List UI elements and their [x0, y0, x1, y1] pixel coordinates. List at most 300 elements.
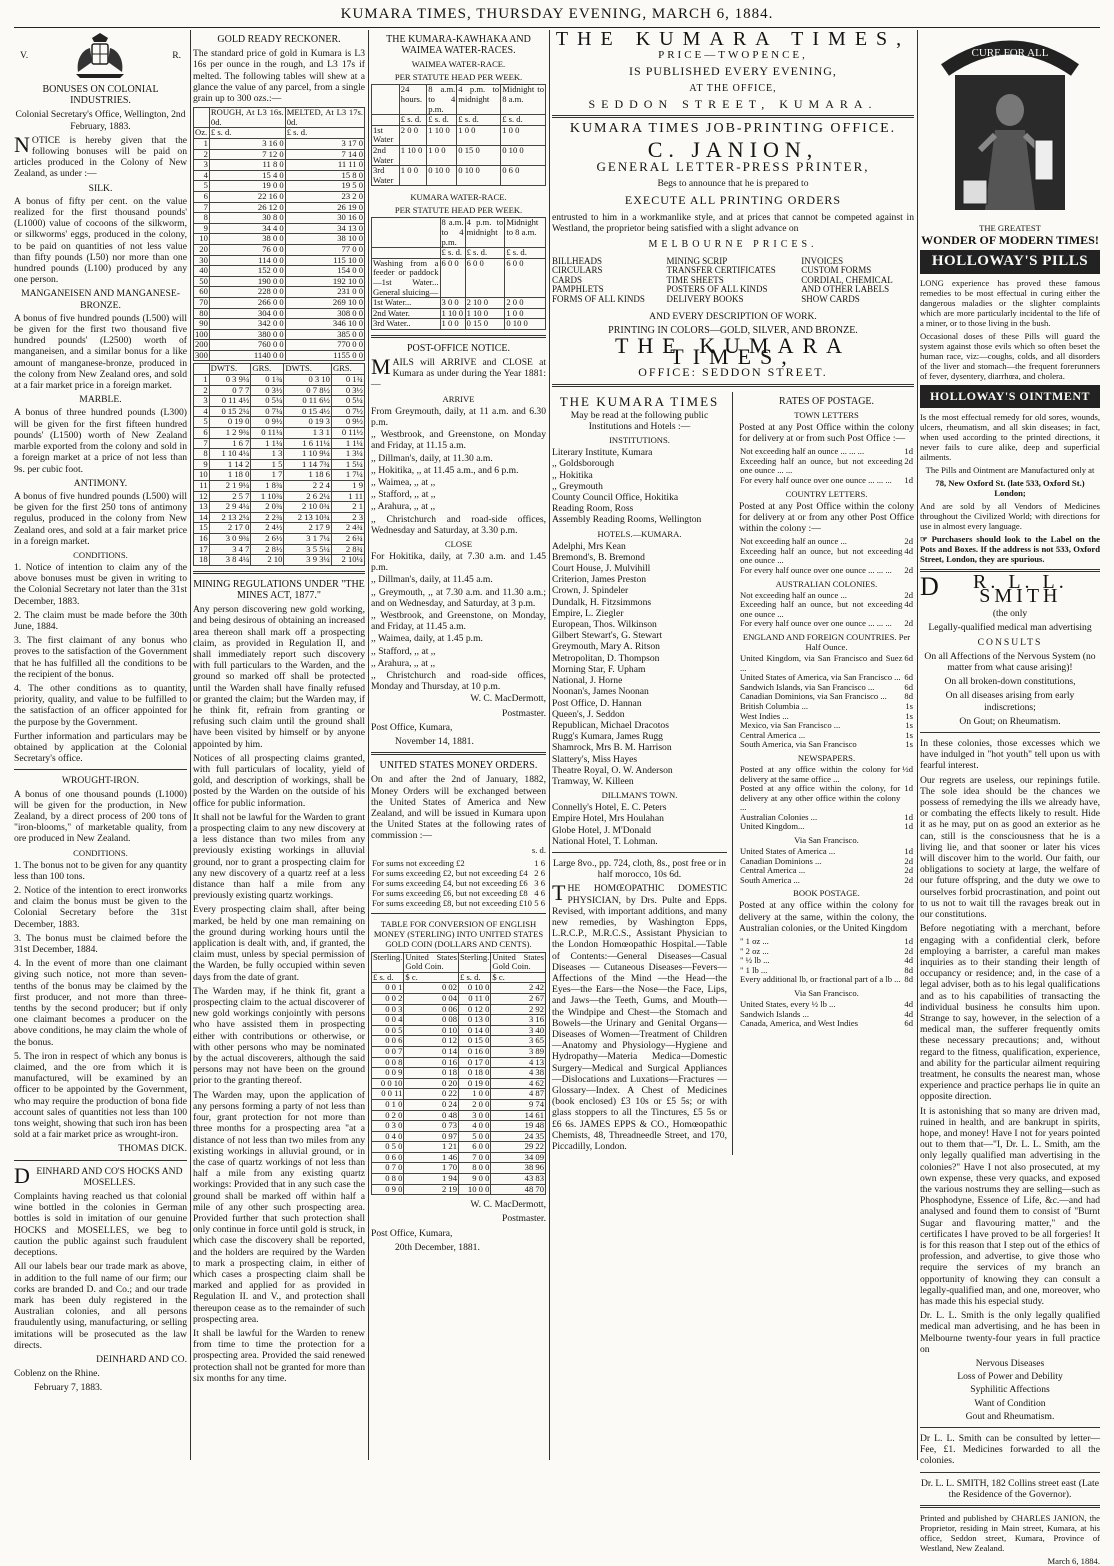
- table-row: [194, 234, 365, 245]
- table-cell: DELIVERY BOOKS: [666, 294, 744, 305]
- street-line: SEDDON STREET, KUMARA.: [588, 96, 878, 111]
- table-cell: Not exceeding half an ounce ...: [740, 536, 847, 547]
- table-cell: Every additional lb, or fractional part of a lb ...: [740, 974, 901, 985]
- table-row: [372, 319, 546, 330]
- table-row: [372, 298, 546, 309]
- table-cell: United States, every ½ lb ...: [740, 999, 836, 1010]
- table-cell: 7: [194, 438, 210, 449]
- table-cell: 3 16 0: [209, 139, 285, 150]
- table-header: £ s. d.: [285, 128, 364, 139]
- list-item: ,, Christchurch and road-side offices, Wednesday and Saturday, at 3.30 p.m.: [371, 513, 546, 536]
- at-office-line: AT THE OFFICE,: [689, 82, 777, 94]
- table-cell: 0 5¼: [251, 396, 284, 407]
- table-cell: 3 0 0: [440, 298, 465, 309]
- table-cell: 70: [194, 297, 210, 308]
- table-cell: 1 1¼: [251, 438, 284, 449]
- table-cell: 1 14 7¾: [284, 459, 332, 470]
- table-cell: 0 15 0: [459, 1036, 491, 1047]
- table-cell: 1 0 0: [501, 125, 546, 145]
- table-cell: 760 0 0: [209, 340, 285, 351]
- table-cell: 2d: [904, 455, 913, 466]
- mining-text: It shall be lawful for the Warden to renew from time to time the protection for a prospecting area. Provided the said renewed protection shall not be granted for more than six months for any time.: [193, 1327, 365, 1384]
- antimony-text: A bonus of five hundred pounds (L500) will be given for the first 250 tons of antimony regulus, produced in the colony from New Zealand ores, and sold at a fair market price in a foreign market.: [14, 490, 187, 547]
- table-cell: 0 20: [404, 1078, 459, 1089]
- table-cell: 0 10 0: [457, 166, 501, 186]
- list-item: Crown, J. Spindeler: [552, 585, 629, 597]
- table-cell: For sums exceeding £2, but not exceeding £4: [372, 867, 528, 878]
- table-cell: United Kingdom, via San Francisco and Suez ...: [740, 652, 903, 673]
- conversion-title: TABLE FOR CONVERSION OF ENGLISH MONEY (STERLING) INTO UNITED STATES GOLD COIN (DOLLARS AND CENTS).: [373, 918, 544, 949]
- australian-heading: AUSTRALIAN COLONIES.: [775, 578, 878, 589]
- published-line: IS PUBLISHED EVERY EVENING,: [629, 64, 837, 79]
- table-header: $ c.: [491, 972, 546, 983]
- table-cell: 0 0 1: [372, 983, 404, 994]
- table-cell: 14 61: [491, 1110, 546, 1121]
- table-cell: 14: [194, 512, 210, 523]
- table-cell: CUSTOM FORMS: [801, 265, 872, 276]
- table-row: [739, 566, 914, 576]
- table-cell: 2d: [904, 536, 913, 547]
- smith-body: [920, 738, 1100, 1355]
- body-paragraph: Our regrets are useless, our repinings futile. The sole idea should be the chances we possess of remedying the ills we already have, or combating the effects likely to result. Hide it as he may, put on as good an exterior as he can, still is the consciousness that he is a living lie, and that sooner or later his vices will discover him to the world. Our faith, our obligations to society at large, the welfare of our future offspring, and the duty we owe to ourselves forbid procrastination, and point out to us not to wait till the ravages break out in our constitutions.: [920, 774, 1100, 921]
- table-cell: 3 0 9¾: [209, 533, 251, 544]
- table-cell: 60: [194, 287, 210, 298]
- table-cell: Exceeding half an ounce, but not exceeding one ounce ...: [740, 599, 903, 619]
- table-cell: 2 13 10¾: [284, 512, 332, 523]
- table-cell: 6 0 0: [465, 258, 505, 297]
- body-paragraph: It is astonishing that so many are driven mad, ruined in health, and are bankrupt in spirits, hope, and money! Have I not for years pointed out to them that—"I, Dr. L. L. Smith, am the only legally qualified man advertising in the colonies?" Have I not also prosecuted, at my own expense, these very quacks, and exposed the various nostrums they are selling—such as Phosphodyne, Essence of Life, &c.—and had analysed and found them to consist of "Burnt Sugar and flavouring matter," and the certificates I have proved to be all forgeries! It is for this reason that I step out of the ethics of profession, and advertise, to give those who require the services of my branch an opportunity of knowing they can consult a legally-qualified man, and one, moreover, who has made this his especial study.: [920, 1105, 1100, 1307]
- table-row: [194, 213, 365, 224]
- job-printing-title: KUMARA TIMES JOB-PRINTING OFFICE.: [569, 121, 897, 137]
- kumara-times-subcolumns: [552, 392, 914, 1156]
- list-item: On all diseases arising from early indiscretions;: [945, 690, 1075, 713]
- table-cell: 2: [194, 385, 210, 396]
- list-item: Dundalk, H. Fitzsimmons: [552, 596, 652, 608]
- body-paragraph: Dr. L. L. Smith is the only legally qualified medical man advertising, and he has been in Melbourne twenty-four years in full practice on: [920, 1310, 1100, 1355]
- table-cell: 2d: [904, 945, 913, 956]
- table-row: [194, 449, 365, 460]
- table-cell: 1d: [904, 811, 913, 822]
- table-row: [372, 1057, 546, 1068]
- table-cell: 1 0 0: [457, 125, 501, 145]
- table-cell: 77 0 0: [285, 244, 364, 255]
- table-cell: 0 11¼: [251, 428, 284, 439]
- list-item: Queen's, J. Seddon: [552, 708, 625, 720]
- table-cell: 50: [194, 276, 210, 287]
- table-row: [371, 878, 546, 888]
- table-cell: 4d: [904, 999, 913, 1010]
- list-item: Reading Room, Ross: [552, 503, 634, 515]
- table-header: [194, 108, 210, 128]
- deinhard-heading: DEINHARD AND CO'S HOCKS AND MOSELLES.: [14, 1162, 183, 1188]
- table-cell: Canada, America, and West Indies: [740, 1018, 858, 1029]
- table-cell: 1 0 0: [505, 308, 546, 319]
- table-cell: 10: [194, 470, 210, 481]
- table-cell: 1 10 0: [440, 308, 465, 319]
- table-cell: 4: [194, 170, 210, 181]
- marble-text: A bonus of three hundred pounds (L300) will be given for the first fifteen hundred pounds' (L1500) worth of New Zealand marble exported from the colony and sold in a foreign market at a price of not less than 9s. per cubic foot.: [14, 407, 187, 475]
- table-header: GRS.: [251, 364, 284, 375]
- table-cell: United States of America ...: [740, 846, 836, 857]
- table-cell: 0 19 0: [209, 417, 251, 428]
- table-header: Midnight to 8 a.m.: [505, 218, 546, 248]
- table-cell: 2 0 0: [399, 125, 427, 145]
- table-cell: [372, 115, 400, 126]
- divider: [552, 384, 914, 387]
- table-cell: 1d: [904, 821, 913, 832]
- institutions-heading: INSTITUTIONS.: [609, 435, 670, 446]
- column-advertisements: [920, 30, 1100, 1566]
- table-cell: 1s: [905, 729, 913, 740]
- table-cell: 2 3: [331, 512, 364, 523]
- table-cell: £ s. d.: [427, 115, 457, 126]
- arrive-heading: ARRIVE: [442, 393, 475, 404]
- table-row: [372, 1078, 546, 1089]
- list-item: Theatre Royal, O. W. Anderson: [552, 764, 673, 776]
- marble-heading: MARBLE.: [79, 394, 122, 406]
- table-cell: [372, 248, 441, 259]
- table-cell: 1 1¼: [331, 438, 364, 449]
- reading-intro: May be read at the following public Institutions and Hotels :—: [570, 409, 709, 433]
- list-item: ,, Hokitika, ,, at 11.45 a.m., and 6 p.m.: [371, 464, 519, 476]
- table-cell: 0 15 0: [457, 145, 501, 165]
- table-cell: 3 16: [491, 1015, 546, 1026]
- table-cell: 0 9 0: [372, 1184, 404, 1195]
- table-row: [739, 975, 914, 985]
- table-row: [194, 417, 365, 428]
- table-cell: 22 16 0: [209, 191, 285, 202]
- table-cell: 2d: [904, 855, 913, 866]
- table-cell: £ s. d.: [399, 115, 427, 126]
- conditions-heading: CONDITIONS.: [73, 847, 128, 858]
- book-postage-intro: Posted at any office within the colony for delivery at the same, within the colony, the Australian colonies, or the United Kingdom: [739, 900, 914, 934]
- table-row: [194, 149, 365, 160]
- vr-right: R.: [172, 50, 181, 62]
- table-cell: 2 1 9¼: [209, 481, 251, 492]
- table-row: [194, 438, 365, 449]
- table-cell: 16: [194, 533, 210, 544]
- table-row: [194, 533, 365, 544]
- table-cell: 1: [194, 375, 210, 386]
- table-cell: 1s: [905, 700, 913, 711]
- australian-table: [739, 591, 914, 629]
- table-row: [739, 619, 914, 629]
- table-cell: 38 96: [491, 1163, 546, 1174]
- table-cell: 1 8¾: [251, 481, 284, 492]
- table-row: [372, 1036, 546, 1047]
- execute-line: EXECUTE ALL PRINTING ORDERS: [624, 192, 842, 207]
- condition-item: 5. The iron in respect of which any bonus is claimed, and the ore from which it is manufactured, will be examined by an officer to be appointed by the Government, who may require the production of bona fide account sales of quantities not less than 100 tons weight, showing that such iron has been sold at a fair market price as wrought-iron.: [14, 1050, 187, 1141]
- table-cell: 6d: [904, 652, 913, 663]
- table-cell: 3 0 0: [459, 1110, 491, 1121]
- table-cell: 7 14 0: [285, 149, 364, 160]
- table-row: [372, 258, 546, 297]
- table-cell: 26 12 0: [209, 202, 285, 213]
- list-item: Court House, J. Mulvihill: [552, 563, 651, 575]
- divider: [920, 1427, 1100, 1428]
- table-cell: United Kingdom...: [740, 821, 805, 832]
- via-sf-heading: Via San Francisco.: [794, 835, 859, 846]
- table-cell: 1d: [904, 446, 913, 457]
- list-item: County Council Office, Hokitika: [552, 492, 679, 504]
- price-line: PRICE—TWOPENCE,: [658, 49, 808, 62]
- table-cell: Exceeding half an ounce, but not exceeding one ounce ...: [740, 545, 903, 566]
- table-row: [372, 115, 546, 126]
- table-row: [194, 181, 365, 192]
- condition-item: 2. The claim must be made before the 30th June, 1884.: [14, 609, 187, 632]
- list-item: National, J. Horne: [552, 675, 623, 687]
- table-row: [194, 340, 365, 351]
- table-cell: CORDIAL, CHEMICAL: [801, 274, 893, 285]
- table-cell: 6: [194, 191, 210, 202]
- consults-heading: CONSULTS: [977, 636, 1043, 648]
- list-item: Republican, Michael Dracotos: [552, 719, 669, 731]
- ointment-text: Is the most effectual remedy for old sores, wounds, ulcers, rheumatism, and all skin diseases; in fact, when used according to the printed directions, it never fails to cure alike, deep and superficial ailments.: [920, 411, 1100, 462]
- table-cell: 1d: [904, 475, 913, 486]
- table-cell: 2 17 9: [284, 523, 332, 534]
- conversion-date: 20th December, 1881.: [395, 1241, 480, 1253]
- table-cell: 0 0 11: [372, 1089, 404, 1100]
- table-cell: 0 0 6: [372, 1036, 404, 1047]
- table-cell: 1s: [905, 710, 913, 721]
- table-cell: 0 11 0: [459, 993, 491, 1004]
- table-cell: 1 18 6: [284, 470, 332, 481]
- table-cell: 190 0 0: [209, 276, 285, 287]
- foreign-heading: ENGLAND AND FOREIGN COUNTRIES. Per Half Ounce.: [742, 631, 911, 652]
- table-cell: 2nd Water: [372, 145, 400, 165]
- silk-heading: SILK.: [88, 182, 113, 194]
- table-row: [194, 329, 365, 340]
- divider: [193, 571, 365, 574]
- ointment-text: And are sold by all Vendors of Medicines throughout the Civilized World; with directions for use in almost every language.: [920, 500, 1100, 531]
- table-cell: 1 0 0: [459, 1089, 491, 1100]
- body-paragraph: Before negotiating with a merchant, before engaging with a confidential clerk, before employing a barrister, a careful man makes inquiries as to their standing their length of occupancy or residence; and, in the case of a legal adviser, both as to his legal qualifications and as to his capabilities of transacting the individual business he consults him upon. Strange to say, however, in the selection of a medical man, the sufferer frequently omits these necessary precautions; and, without regard to the fitness, qualification, experience, and ability for the particular ailment requiring treatment, he consults the nearest man, whose experience and practice perhaps lie in quite an opposite direction.: [920, 923, 1100, 1103]
- table-cell: 0 06: [404, 1004, 459, 1015]
- us-money-orders-title: UNITED STATES MONEY ORDERS.: [379, 760, 538, 772]
- table-cell: 115 10 0: [285, 255, 364, 266]
- janion-name: C. JANION,: [647, 137, 819, 163]
- table-row: [372, 1152, 546, 1163]
- table-cell: 3 8 4¼: [209, 555, 251, 566]
- table-cell: 1 10 0: [399, 145, 427, 165]
- table-cell: " 1 oz ...: [740, 936, 769, 947]
- table-cell: FORMS OF ALL KINDS: [552, 294, 645, 305]
- table-cell: 2 10 0¾: [284, 502, 332, 513]
- divider: [371, 335, 546, 338]
- table-cell: 9 0 0: [459, 1174, 491, 1185]
- table-row: [372, 1025, 546, 1036]
- list-item: National Hotel, T. Lohman.: [552, 835, 658, 847]
- table-cell: 6d: [904, 1018, 913, 1029]
- table-cell: CARDS: [552, 274, 583, 285]
- list-item: Loss of Power and Debility: [957, 1371, 1063, 1383]
- list-item: Bremond's, B. Bremond: [552, 551, 645, 563]
- town-letters-rows: [739, 447, 914, 485]
- table-cell: 0 19 0: [459, 1078, 491, 1089]
- list-item: ,, Hokitika: [552, 469, 593, 481]
- list-item: Syphilitic Affections: [970, 1384, 1050, 1396]
- table-row: [194, 276, 365, 287]
- table-header: ROUGH, At L3 16s. 0d.: [210, 107, 284, 127]
- country-letters-heading: COUNTRY LETTERS.: [785, 488, 868, 499]
- table-cell: £ s. d.: [465, 248, 505, 259]
- consult-list: [920, 651, 1100, 727]
- australian-rows: [739, 591, 914, 629]
- table-cell: 17: [194, 544, 210, 555]
- office-line: OFFICE: SEDDON STREET.: [638, 365, 828, 380]
- list-item: For Hokitika, daily, at 7.30 a.m. and 1.45 p.m.: [371, 550, 546, 574]
- table-row: [372, 1121, 546, 1132]
- table-cell: 18: [194, 555, 210, 566]
- pills-text: LONG experience has proved these famous remedies to be most effectual in curing either the dangerous maladies or the slighter complaints which are more particularly incidental to the life of a miner, or to those living in the bush.: [920, 277, 1100, 328]
- table-cell: 0 0 9: [372, 1068, 404, 1079]
- begs-line: Begs to announce that he is prepared to: [657, 177, 809, 189]
- table-row: [372, 993, 546, 1004]
- table-row: [194, 191, 365, 202]
- hotels-list: [552, 541, 727, 787]
- table-cell: 308 0 0: [285, 308, 364, 319]
- printing-items-table: [552, 257, 914, 305]
- table-row: [372, 1046, 546, 1057]
- royal-arms-header: [20, 32, 181, 80]
- table-cell: 2 0¾: [251, 502, 284, 513]
- table-header: 8 a.m. to 4 p.m.: [428, 84, 456, 114]
- table-row: [372, 1174, 546, 1185]
- column-rule: [549, 30, 550, 1460]
- table-cell: 0 0 2: [372, 993, 404, 1004]
- table-cell: 40: [194, 266, 210, 277]
- smith-address: Dr. L. L. SMITH, 182 Collins street east (Late the Residence of the Governor).: [921, 1477, 1099, 1500]
- gold-dwt-rows: [194, 375, 365, 566]
- table-header: Midnight to 8 a.m.: [501, 85, 546, 115]
- list-item: Greymouth, Mary A. Ritson: [552, 641, 660, 653]
- table-row: [194, 160, 365, 171]
- table-cell: Central America ...: [740, 729, 806, 740]
- divider: [371, 913, 546, 914]
- table-cell: 0 7 8½: [284, 385, 332, 396]
- table-header: GRS.: [331, 364, 364, 375]
- table-row: [372, 85, 546, 115]
- table-cell: 1 0 0: [399, 166, 427, 186]
- table-cell: 0 15 4½: [284, 406, 332, 417]
- ointment-text: The Pills and Ointment are Manufactured only at: [925, 464, 1095, 475]
- conversion-place: Post Office, Kumara,: [371, 1227, 453, 1239]
- gold-ounce-table: [193, 107, 365, 361]
- table-row: [739, 822, 914, 832]
- every-description: AND EVERY DESCRIPTION OF WORK.: [649, 310, 817, 322]
- greatest-line: THE GREATEST: [979, 223, 1041, 234]
- list-item: ,, Christchurch and road-side offices, Monday and Thursday, at 10 p.m.: [371, 669, 546, 693]
- kumara-race-table: [371, 217, 546, 330]
- table-cell: 152 0 0: [209, 266, 285, 277]
- table-cell: 0 3 9¼: [209, 375, 251, 386]
- table-header: [372, 218, 441, 248]
- table-cell: 8 0 0: [459, 1163, 491, 1174]
- table-row: [372, 1184, 546, 1195]
- table-cell: 0 17 0: [459, 1057, 491, 1068]
- list-item: Metropolitan, D. Thompson: [552, 652, 660, 664]
- table-cell: 0 11 6½: [284, 396, 332, 407]
- list-item: ,, Arahura, ,, at ,,: [371, 657, 436, 669]
- table-cell: 0 1 0: [372, 1099, 404, 1110]
- table-cell: 2 67: [491, 993, 546, 1004]
- table-cell: 3 9 3¼: [284, 555, 332, 566]
- table-cell: " ½ lb ...: [740, 955, 770, 966]
- list-item: ,, Goldsborough: [552, 458, 615, 470]
- table-cell: 2 13 2¼: [209, 512, 251, 523]
- town-letters-table: [739, 447, 914, 485]
- table-cell: 2 2 4: [284, 481, 332, 492]
- list-item: Post Office, D. Hannan: [552, 697, 642, 709]
- signature: THOMAS DICK.: [118, 1143, 187, 1155]
- list-item: Shamrock, Mrs B. M. Harrison: [552, 742, 672, 754]
- mining-text: The Warden may, if he think fit, grant a prospecting claim to the actual discoverer of new gold workings conjointly with persons who have assisted them in prospecting either with contributions or otherwise, or with other persons who may be nominated by the actual discoverers, although the said persons may not have been on the ground prior to the granting thereof.: [193, 985, 365, 1087]
- table-cell: 15: [194, 523, 210, 534]
- mining-title: MINING REGULATIONS UNDER "THE MINES ACT, 1877.": [193, 578, 365, 601]
- table-cell: 4 13: [491, 1057, 546, 1068]
- table-cell: CIRCULARS: [552, 265, 603, 276]
- list-item: ,, Greymouth, ,, at 7.30 a.m. and 11.30 a.m.; and on Wednesday, and Saturday, at 3 p.m.: [371, 586, 546, 609]
- kumara-race-subtitle: PER STATUTE HEAD PER WEEK.: [394, 205, 523, 216]
- mining-text: The Warden may, upon the application of any persons forming a party of not less than four, grant protection for not more than three months for a prospecting area "at a distance of not less than two miles from any existing workings in alluvial ground, or in the case of quartz workings of not less than half a mile from any existing quartz workings: Provided that in any such case the ground shall be marked off within half a mile of any other such prospecting area. Provided further that such protection shall only continue in force until gold is struck, in which case the discovery shall be reported, and the holders are required by the Warden to mark a prospecting claim, in either of which cases a prospecting claim shall be marked and applied for as provided in Regulation II. and V., and protection shall thereupon cease as to the remainder of such prospecting area.: [193, 1089, 365, 1325]
- table-cell: 1 46: [404, 1152, 459, 1163]
- table-cell: 90: [194, 319, 210, 330]
- column-bonuses: [14, 30, 187, 1460]
- table-cell: 1 10 4¼: [209, 449, 251, 460]
- table-cell: 8d: [904, 964, 913, 975]
- table-cell: 1 21: [404, 1142, 459, 1153]
- homeopathic-ad: THE HOMŒOPATHIC DOMESTIC PHYSICIAN, by Drs. Pulte and Epps. Revised, with important additions, and many new remedies, by Washington Epps, L.R.C.P., M.R.C.S., Assistant Physician to the London Homœopathic Hospital.—Table of Contents:—General Diseases—Casual Diseases — Cutaneous Diseases—Fevers—Affections of the Mind —the Head—the Eyes—the Ears—the Nose—the Face, Lips, and Jaws—the Teeth, Gums, and Mouth—the Windpipe and Chest—the Stomach and Bowels—the Urinary and Genital Organs—Diseases of Women—Treatment of Children—Anatomy and Physiology—Hygiene and Hydropathy—Materia Medica—Domestic Surgery—Medical and Surgical Appliances —Dislocations and Luxations—Fractures —Glossary—Index. A Chest of Medicines (book enclosed) £3 10s or £5 5s; or with glass stoppers to all the Tinctures, £5 5s or £6 6s. JAMES EPPS & CO., Homœopathic Chemists, 48, Threadneedle Street, and 170, Piccadilly, London.: [552, 880, 727, 1153]
- table-row: [739, 740, 914, 750]
- table-cell: 154 0 0: [285, 266, 364, 277]
- entrusted-text: entrusted to him in a workmanlike style, and at prices that cannot be competed against in Westland, the proprietor being satisfied with a slight advance on: [552, 212, 914, 235]
- list-item: Criterion, James Preston: [552, 574, 647, 586]
- divider: [14, 1160, 187, 1161]
- list-item: European, Thos. Wilkinson: [552, 619, 657, 631]
- table-cell: Posted at any office within the colony for delivery at the same office ...: [740, 763, 901, 784]
- table-cell: 346 10 0: [285, 319, 364, 330]
- bonuses-notice: NOTICE is hereby given that the following bonuses will be paid on articles produced in the Colony of New Zealand, as under :—: [14, 131, 187, 180]
- mining-text: Notices of all prospecting claims granted, with full particulars of locality, yield of gold, and description of workings, shall be posted by the Warden on the outside of his office for public information.: [193, 752, 365, 809]
- table-cell: 1 18 0: [209, 470, 251, 481]
- table-cell: 0 10: [404, 1025, 459, 1036]
- table-cell: 1s: [905, 720, 913, 731]
- table-cell: Mexico, via San Francisco ...: [740, 720, 841, 731]
- column-rule: [368, 30, 369, 1460]
- table-cell: 2d: [904, 874, 913, 885]
- table-cell: South America ...: [740, 874, 800, 885]
- table-cell: 3 5 5¼: [284, 544, 332, 555]
- postage-title: RATES OF POSTAGE.: [778, 395, 875, 407]
- water-races-title: THE KUMARA-KAWHAKA AND WAIMEA WATER-RACES.: [386, 34, 531, 57]
- gold-reckoner-title: GOLD READY RECKONER.: [217, 34, 341, 45]
- column-water-races: [371, 30, 546, 1460]
- reading-title: THE KUMARA TIMES: [559, 393, 720, 409]
- table-cell: 2 5 7: [209, 491, 251, 502]
- list-item: ,, Dillman's, daily, at 11.30 a.m.: [371, 452, 493, 464]
- table-row: [372, 125, 546, 145]
- smith-fee: Dr L. L. Smith can be consulted by letter—Fee, £1. Medicines forwarded to all the colonies.: [920, 1433, 1100, 1467]
- mining-text: It shall not be lawful for the Warden to grant a prospecting claim to any new discovery at a less distance than two miles from any previously existing workings in alluvial ground, nor to grant a prospecting claim for any new discovery of a quartz reef at a less distance than half a mile from any previously existing quartz workings.: [193, 811, 365, 902]
- foreign-table: [739, 654, 914, 750]
- via-sf2-heading: Via San Francisco.: [794, 988, 859, 999]
- table-cell: 0 11½: [331, 428, 364, 439]
- table-cell: 3rd Water..: [372, 319, 441, 330]
- table-row: [194, 350, 365, 361]
- table-cell: 3 17 0: [285, 139, 364, 150]
- table-cell: 304 0 0: [209, 308, 285, 319]
- conversion-rows: [372, 983, 546, 1195]
